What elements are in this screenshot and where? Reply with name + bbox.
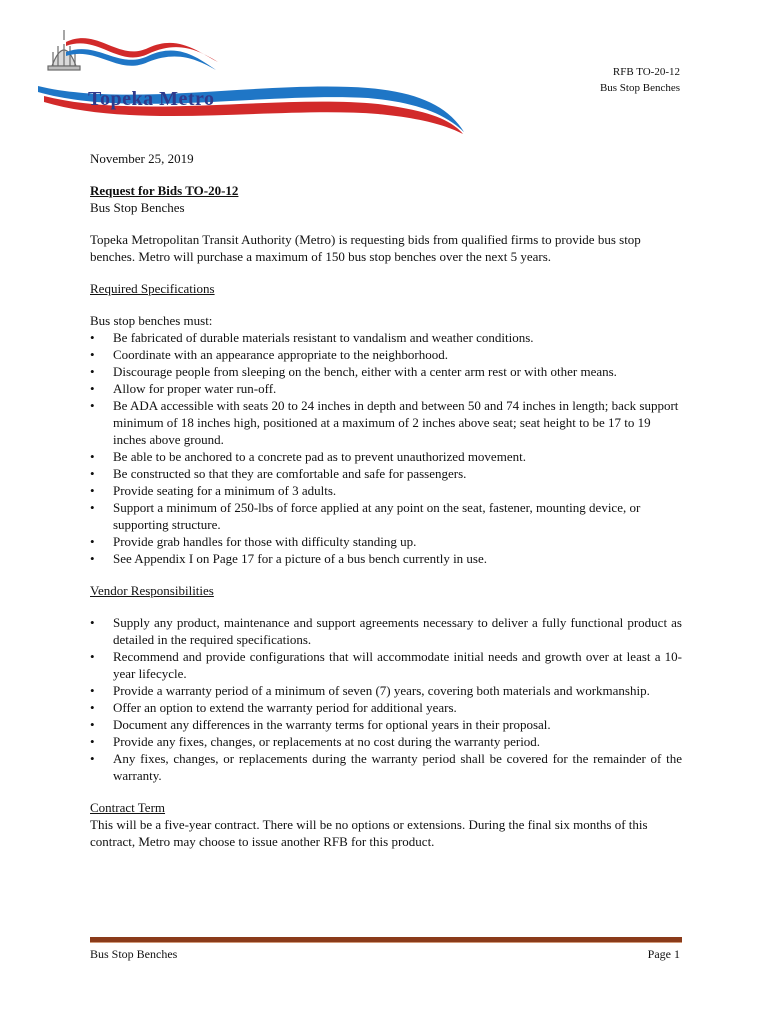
list-item: • Offer an option to extend the warranty period for additional years. bbox=[90, 700, 457, 715]
list-item: • Be able to be anchored to a concrete pad as to prevent unauthorized movement. bbox=[90, 449, 526, 464]
list-item: • Any fixes, changes, or replacements during the warranty period shall be covered for the remainder of the warranty. bbox=[90, 751, 682, 783]
bullet-icon: • bbox=[90, 649, 95, 664]
list-item: • Provide seating for a minimum of 3 adults. bbox=[90, 483, 337, 498]
bullet-icon: • bbox=[90, 551, 95, 566]
list-item: • Supply any product, maintenance and support agreements necessary to deliver a fully functional product as detailed in the required specifications. bbox=[90, 615, 682, 647]
logo-wordmark: Topeka Metro bbox=[88, 88, 215, 110]
specs-list bbox=[90, 329, 682, 567]
list-item: • Provide any fixes, changes, or replacements at no cost during the warranty period. bbox=[90, 734, 541, 749]
bullet-icon: • bbox=[90, 381, 95, 396]
bullet-icon: • bbox=[90, 483, 95, 498]
footer-rule bbox=[90, 937, 682, 943]
list-item: • Support a minimum of 250-lbs of force applied at any point on the seat, fastener, mounting device, or supporting structure. bbox=[90, 500, 641, 532]
vendor-list bbox=[90, 614, 682, 784]
document-body bbox=[90, 150, 682, 850]
bullet-icon: • bbox=[90, 500, 95, 515]
contract-heading: Contract Term bbox=[90, 800, 166, 815]
rfb-number: RFB TO-20-12 bbox=[612, 66, 680, 78]
list-item: • Be fabricated of durable materials resistant to vandalism and weather conditions. bbox=[90, 330, 534, 345]
logo-swoosh-graphic bbox=[38, 22, 468, 140]
bullet-icon: • bbox=[90, 734, 95, 749]
list-item: • Provide grab handles for those with difficulty standing up. bbox=[90, 534, 417, 549]
bullet-icon: • bbox=[90, 364, 95, 379]
page-number: Page 1 bbox=[647, 947, 680, 961]
list-item: • Be constructed so that they are comfortable and safe for passengers. bbox=[90, 466, 467, 481]
specs-heading: Required Specifications bbox=[90, 281, 215, 296]
contract-text: This will be a five-year contract. There will be no options or extensions. During the final six months of this contract, Metro may choose to issue another RFB for this product. bbox=[90, 817, 648, 849]
bullet-icon: • bbox=[90, 683, 95, 698]
list-item: • Provide a warranty period of a minimum of seven (7) years, covering both materials and workmanship. bbox=[90, 683, 650, 698]
list-item: • See Appendix I on Page 17 for a picture of a bus bench currently in use. bbox=[90, 551, 488, 566]
list-item: • Document any differences in the warranty terms for optional years in their proposal. bbox=[90, 717, 551, 732]
vendor-heading: Vendor Responsibilities bbox=[90, 583, 214, 598]
bullet-icon: • bbox=[90, 700, 95, 715]
bullet-icon: • bbox=[90, 347, 95, 362]
document-title: Request for Bids TO-20-12 bbox=[90, 183, 239, 198]
specs-lead: Bus stop benches must: bbox=[90, 313, 213, 328]
letter-date: November 25, 2019 bbox=[90, 151, 194, 166]
rfb-subject: Bus Stop Benches bbox=[599, 82, 680, 94]
bullet-icon: • bbox=[90, 449, 95, 464]
bullet-icon: • bbox=[90, 534, 95, 549]
list-item: • Allow for proper water run-off. bbox=[90, 381, 277, 396]
bullet-icon: • bbox=[90, 330, 95, 345]
bullet-icon: • bbox=[90, 466, 95, 481]
topeka-metro-logo bbox=[38, 22, 468, 140]
footer-title: Bus Stop Benches bbox=[90, 947, 178, 961]
bullet-icon: • bbox=[90, 751, 95, 766]
intro-paragraph: Topeka Metropolitan Transit Authority (Metro) is requesting bids from qualified firms to provide bus stop benches. Metro will purchase a maximum of 150 bus stop benches over the next 5 years. bbox=[90, 232, 641, 264]
list-item: • Recommend and provide configurations that will accommodate initial needs and growth over at least a 10-year lifecycle. bbox=[90, 649, 682, 681]
bullet-icon: • bbox=[90, 398, 95, 413]
document-subtitle: Bus Stop Benches bbox=[90, 200, 185, 215]
bullet-icon: • bbox=[90, 717, 95, 732]
list-item: • Be ADA accessible with seats 20 to 24 inches in depth and between 50 and 74 inches in length; back support minimum of 18 inches high, positioned at a maximum of 2 inches above seat; seat height to be 17 to 19 inches above ground. bbox=[90, 398, 679, 447]
list-item: • Discourage people from sleeping on the bench, either with a center arm rest or with other means. bbox=[90, 364, 617, 379]
bullet-icon: • bbox=[90, 615, 95, 630]
document-reference bbox=[600, 64, 680, 96]
list-item: • Coordinate with an appearance appropriate to the neighborhood. bbox=[90, 347, 448, 362]
